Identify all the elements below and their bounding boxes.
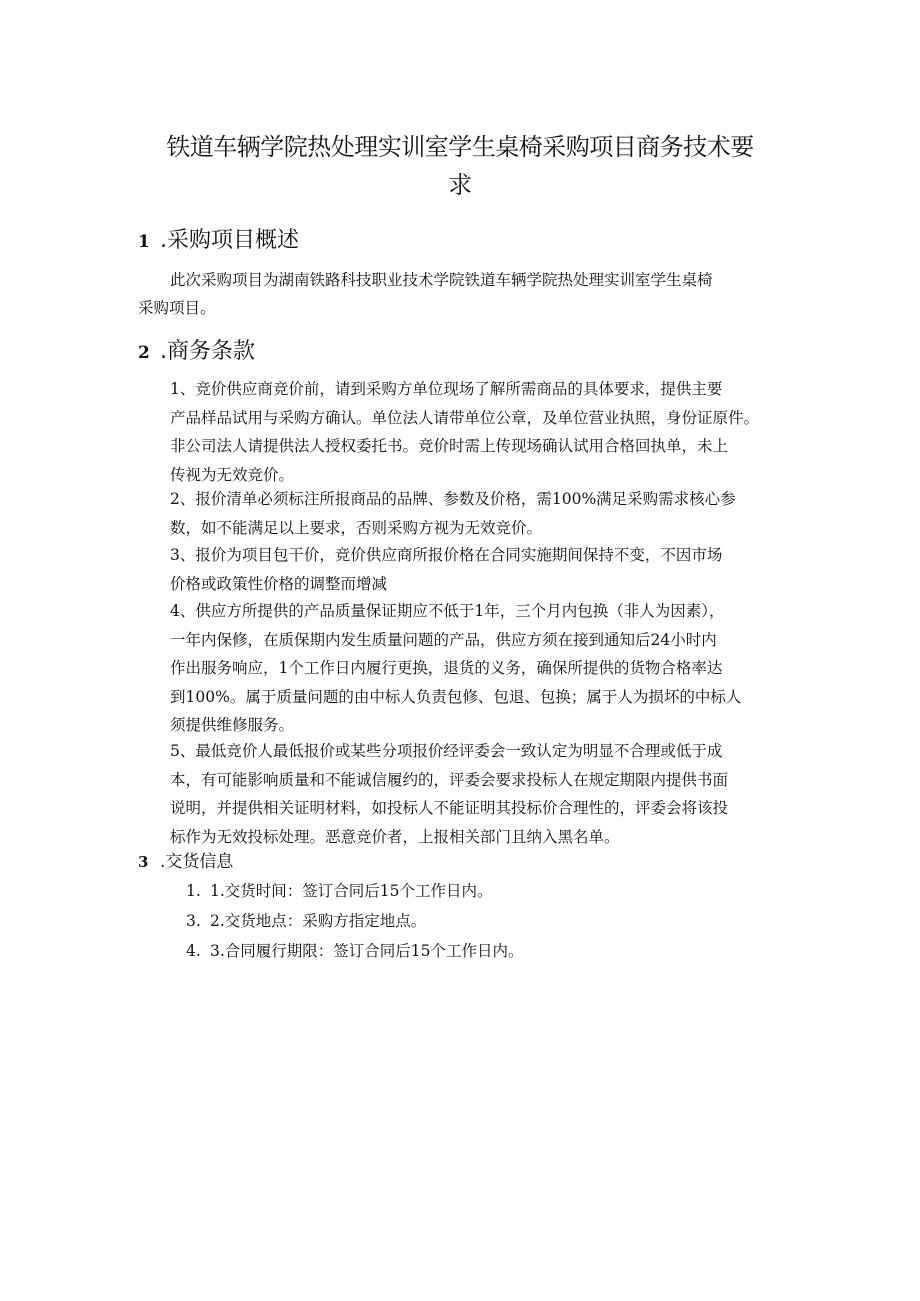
clause-4-line-4: 到100%。属于质量问题的由中标人负责包修、包退、包换；属于人为损坏的中标人 <box>170 687 742 706</box>
clause-item-2 <box>170 485 810 542</box>
section-2-heading <box>138 337 255 368</box>
clause-5-line-3: 说明，并提供相关证明材料，如投标人不能证明其投标价合理性的，评委会将该投 <box>170 799 729 817</box>
delivery-item-3-text: 3.合同履行期限：签订合同后15个工作日内。 <box>210 942 524 960</box>
clause-3-line-1: 3、报价为项目包干价，竞价供应商所报价格在合同实施期间保持不变，不因市场 <box>170 546 723 564</box>
clause-1-line-2: 产品样品试用与采购方确认。单位法人请带单位公章，及单位营业执照，身份证原件。 <box>170 408 760 427</box>
clause-item-3 <box>170 541 810 598</box>
clause-item-5 <box>170 737 810 851</box>
delivery-item-3-number: 4. <box>186 942 201 960</box>
section-2-number: 2 <box>138 343 150 363</box>
section-1-number: 1 <box>138 232 150 252</box>
clause-3-line-2: 价格或政策性价格的调整而增减 <box>170 574 388 593</box>
document-title <box>160 128 760 204</box>
title-line-2: 求 <box>448 171 472 199</box>
clause-1-line-4: 传视为无效竞价。 <box>170 465 295 484</box>
section-1-line-2: 采购项目。 <box>138 299 216 317</box>
delivery-item-2 <box>186 906 426 936</box>
title-line-1: 铁道车辆学院热处理实训室学生桌椅采购项目商务技术要 <box>166 133 754 161</box>
clause-5-line-4: 标作为无效投标处理。恶意竞价者，上报相关部门且纳入黑名单。 <box>170 827 620 846</box>
delivery-item-1-text: 1.交货时间：签订合同后15个工作日内。 <box>210 882 493 900</box>
section-1-paragraph <box>138 266 788 322</box>
delivery-item-3 <box>186 936 524 966</box>
clause-2-line-1: 2、报价清单必须标注所报商品的品牌、参数及价格，需100%满足采购需求核心参 <box>170 490 736 508</box>
section-3-number: 3 <box>138 853 149 871</box>
section-1-line-1: 此次采购项目为湖南铁路科技职业技术学院铁道车辆学院热处理实训室学生桌椅 <box>170 271 713 289</box>
clause-5-line-1: 5、最低竞价人最低报价或某些分项报价经评委会一致认定为明显不合理或低于成 <box>170 742 723 760</box>
clause-4-line-5: 须提供维修服务。 <box>170 716 295 734</box>
clause-item-4 <box>170 597 810 740</box>
clause-1-line-1: 1、竞价供应商竞价前，请到采购方单位现场了解所需商品的具体要求，提供主要 <box>170 380 723 398</box>
clause-4-line-3: 作出服务响应，1个工作日内履行更换，退货的义务，确保所提供的货物合格率达 <box>170 659 723 677</box>
section-1-heading <box>138 226 299 257</box>
section-3-title: .交货信息 <box>160 852 234 872</box>
delivery-item-1 <box>186 876 493 906</box>
clause-4-line-1: 4、供应方所提供的产品质量保证期应不低于1年，三个月内包换（非人为因素）， <box>170 602 725 620</box>
clause-item-1 <box>170 375 810 489</box>
section-1-title: .采购项目概述 <box>160 228 299 253</box>
delivery-item-2-number: 3. <box>186 912 201 930</box>
delivery-item-1-number: 1. <box>186 882 201 900</box>
section-3-heading <box>138 850 233 874</box>
clause-1-line-3: 非公司法人请提供法人授权委托书。竞价时需上传现场确认试用合格回执单，未上 <box>170 437 729 455</box>
clause-4-line-2: 一年内保修，在质保期内发生质量问题的产品，供应方须在接到通知后24小时内 <box>170 630 717 649</box>
delivery-item-2-text: 2.交货地点：采购方指定地点。 <box>210 912 427 930</box>
clause-2-line-2: 数，如不能满足以上要求，否则采购方视为无效竞价。 <box>170 518 543 537</box>
section-2-title: .商务条款 <box>160 339 255 364</box>
clause-5-line-2: 本，有可能影响质量和不能诚信履约的，评委会要求投标人在规定期限内提供书面 <box>170 770 729 789</box>
